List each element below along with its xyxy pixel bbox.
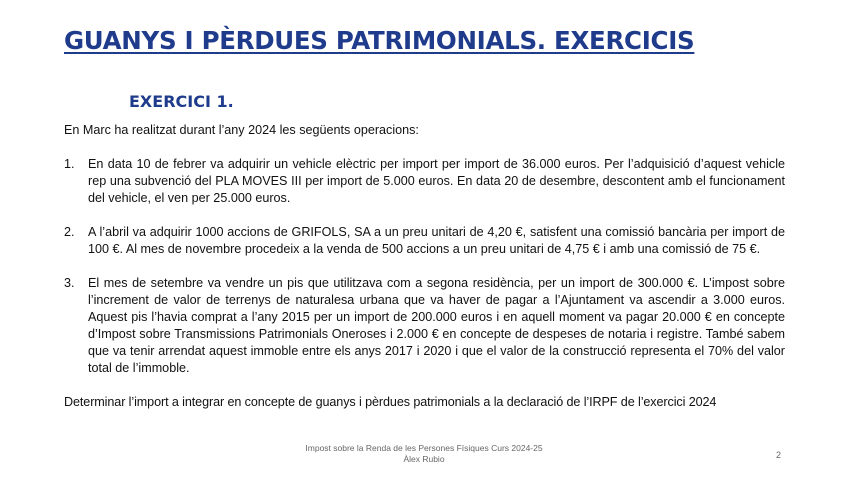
exercise-body [64,122,785,411]
operation-number: 1. [64,157,75,171]
operations-list [64,156,785,377]
footer-course: Impost sobre la Renda de les Persones Físiques Curs 2024-25 [305,443,543,453]
operation-text: El mes de setembre va vendre un pis que utilitzava com a segona residència, per un import de 300.000 €. L’impost sobre l’increment de valor de terrenys de naturalesa urbana que va haver de pagar a l’Ajuntament va ascendir a 3.000 euros. Aquest pis l’havia comprat a l’any 2015 per un import de 200.000 euros i en aquell moment va pagar 20.000 € en concepte d’Impost sobre Transmissions Patrimonials Oneroses i 2.000 € en concepte de despeses de notaria i registre. També sabem que va tenir arrendat aquest immoble entre els anys 2017 i 2020 i que el valor de la construcció representa el 70% del valor total de l’immoble. [88,276,785,375]
operation-number: 3. [64,276,75,290]
footer [0,443,848,465]
page-number: 2 [776,450,782,460]
operation-number: 2. [64,225,75,239]
operation-item [64,275,785,377]
closing-instruction: Determinar l’import a integrar en concepte de guanys i pèrdues patrimonials a la declaració de l’IRPF de l’exercici 2024 [64,395,717,409]
operation-text: En data 10 de febrer va adquirir un vehicle elèctric per import per import de 36.000 euros. Per l’adquisició d’aquest vehicle rep una subvenció del PLA MOVES III per import de 5.000 euros. En data 20 de desembre, descontent amb el funcionament del vehicle, el ven per 25.000 euros. [88,157,785,205]
slide-title: GUANYS I PÈRDUES PATRIMONIALS. EXERCICIS [64,26,695,55]
intro-text: En Marc ha realitzat durant l’any 2024 les següents operacions: [64,123,419,137]
operation-item [64,224,785,258]
operation-text: A l’abril va adquirir 1000 accions de GRIFOLS, SA a un preu unitari de 4,20 €, satisfent una comissió bancària per import de 100 €. Al mes de novembre procedeix a la venda de 500 accions a un preu unitari de 4,75 € i amb una comissió de 75 €. [88,225,785,256]
exercise-heading: EXERCICI 1. [129,92,234,111]
footer-author: Àlex Rubio [403,454,445,464]
operation-item [64,156,785,207]
